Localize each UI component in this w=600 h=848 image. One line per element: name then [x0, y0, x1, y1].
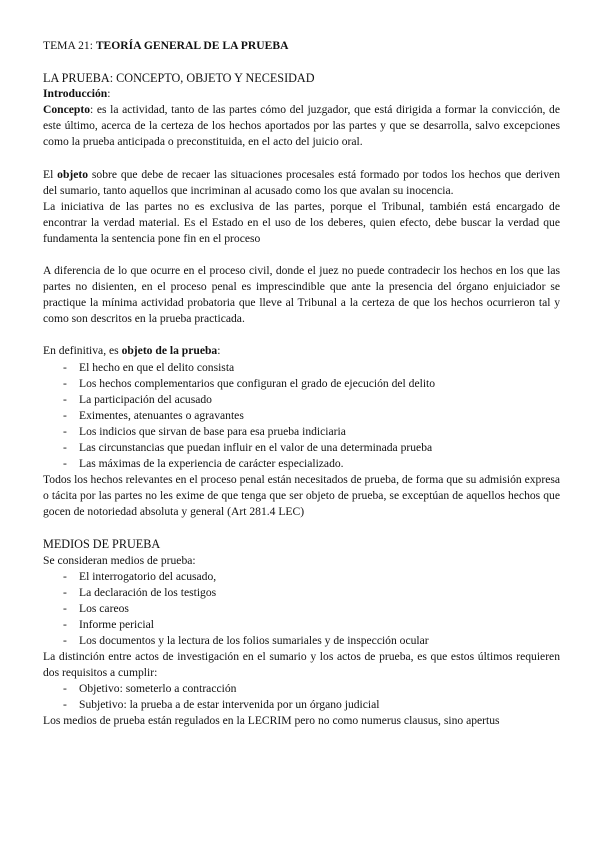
objeto-paragraph [43, 167, 560, 199]
list-item: - Objetivo: someterlo a contracción [63, 681, 560, 697]
list-item: - Los documentos y la lectura de los folios sumariales y de inspección ocular [63, 633, 560, 649]
objeto-prueba-after: : [217, 344, 221, 358]
intro-colon: : [107, 87, 111, 101]
concepto-label: Concepto [43, 103, 91, 117]
hechos-relevantes-paragraph: Todos los hechos relevantes en el proceso penal están necesitados de prueba, de forma que su admisión expresa o tácita por las partes no les exime de que tenga que ser objeto de prueba, se exceptúan de aquellos hechos que gocen de notoriedad absoluta y general (Art 281.4 LEC) [43, 473, 560, 519]
requisitos-list [43, 681, 560, 713]
concepto-paragraph [43, 102, 560, 150]
objeto-before: El [43, 167, 58, 181]
document-page [43, 38, 560, 730]
document-title [43, 38, 560, 54]
proceso-civil-paragraph: A diferencia de lo que ocurre en el proceso civil, donde el juez no puede contradecir los hechos en los que las partes no disienten, en el proceso penal es imprescindible que ante la presencia del órgano enjuiciador se practique la mínima actividad probatoria que lleve al Tribunal a la certeza de que los hechos ocurrieron tal y como son descritos en la prueba practicada. [43, 264, 560, 326]
objeto-bold: objeto [57, 167, 89, 181]
list-item: - La participación del acusado [63, 392, 560, 408]
objeto-prueba-intro [43, 343, 560, 359]
list-item: - La declaración de los testigos [63, 585, 560, 601]
concepto-text: : es la actividad, tanto de las partes cómo del juzgador, que está dirigida a formar la convicción, de este último, acerca de la certeza de los hechos aportados por las partes y que se desarrolla, salvo excepciones como la prueba anticipada o preconstituida, en el acto del juicio oral. [43, 103, 560, 149]
final-paragraph: Los medios de prueba están regulados en la LECRIM pero no como numerus clausus, sino apertus [43, 714, 500, 728]
objeto-prueba-bold: objeto de la prueba [121, 344, 218, 358]
distincion-paragraph: La distinción entre actos de investigación en el sumario y los actos de prueba, es que estos últimos requieren dos requisitos a cumplir: [43, 650, 560, 680]
intro-line [43, 86, 560, 102]
list-item: - Las máximas de la experiencia de carácter especializado. [63, 456, 560, 472]
list-item: - Las circunstancias que puedan influir en el valor de una determinada prueba [63, 440, 560, 456]
list-item: - Eximentes, atenuantes o agravantes [63, 408, 560, 424]
objeto-list [43, 360, 560, 473]
iniciativa-paragraph: La iniciativa de las partes no es exclusiva de las partes, porque el Tribunal, también está encargado de encontrar la verdad material. Es el Estado en el uso de los deberes, quien efecto, debe buscar la verdad que fundamenta la sentencia pone fin en el proceso [43, 199, 560, 245]
intro-label: Introducción [43, 87, 108, 101]
list-item: - Informe pericial [63, 617, 560, 633]
list-item: - Subjetivo: la prueba a de estar intervenida por un órgano judicial [63, 697, 560, 713]
list-item: - Los careos [63, 601, 560, 617]
section-heading-medios: MEDIOS DE PRUEBA [43, 537, 161, 552]
list-item: - El hecho en que el delito consista [63, 360, 560, 376]
medios-intro: Se consideran medios de prueba: [43, 553, 196, 567]
title-prefix: TEMA 21: [43, 39, 93, 52]
list-item: - Los indicios que sirvan de base para esa prueba indiciaria [63, 424, 560, 440]
objeto-after: sobre que debe de recaer las situaciones procesales está formado por todos los hechos que deriven del sumario, tanto aquellos que incriminan al acusado como los que avalan su inocencia. [43, 167, 561, 197]
list-item: - Los hechos complementarios que configuran el grado de ejecución del delito [63, 376, 560, 392]
medios-list [43, 569, 560, 649]
title-bold: TEORÍA GENERAL DE LA PRUEBA [95, 39, 289, 52]
list-item: - El interrogatorio del acusado, [63, 569, 560, 585]
objeto-prueba-before: En definitiva, es [43, 344, 122, 358]
section-heading-prueba: LA PRUEBA: CONCEPTO, OBJETO Y NECESIDAD [43, 71, 315, 86]
